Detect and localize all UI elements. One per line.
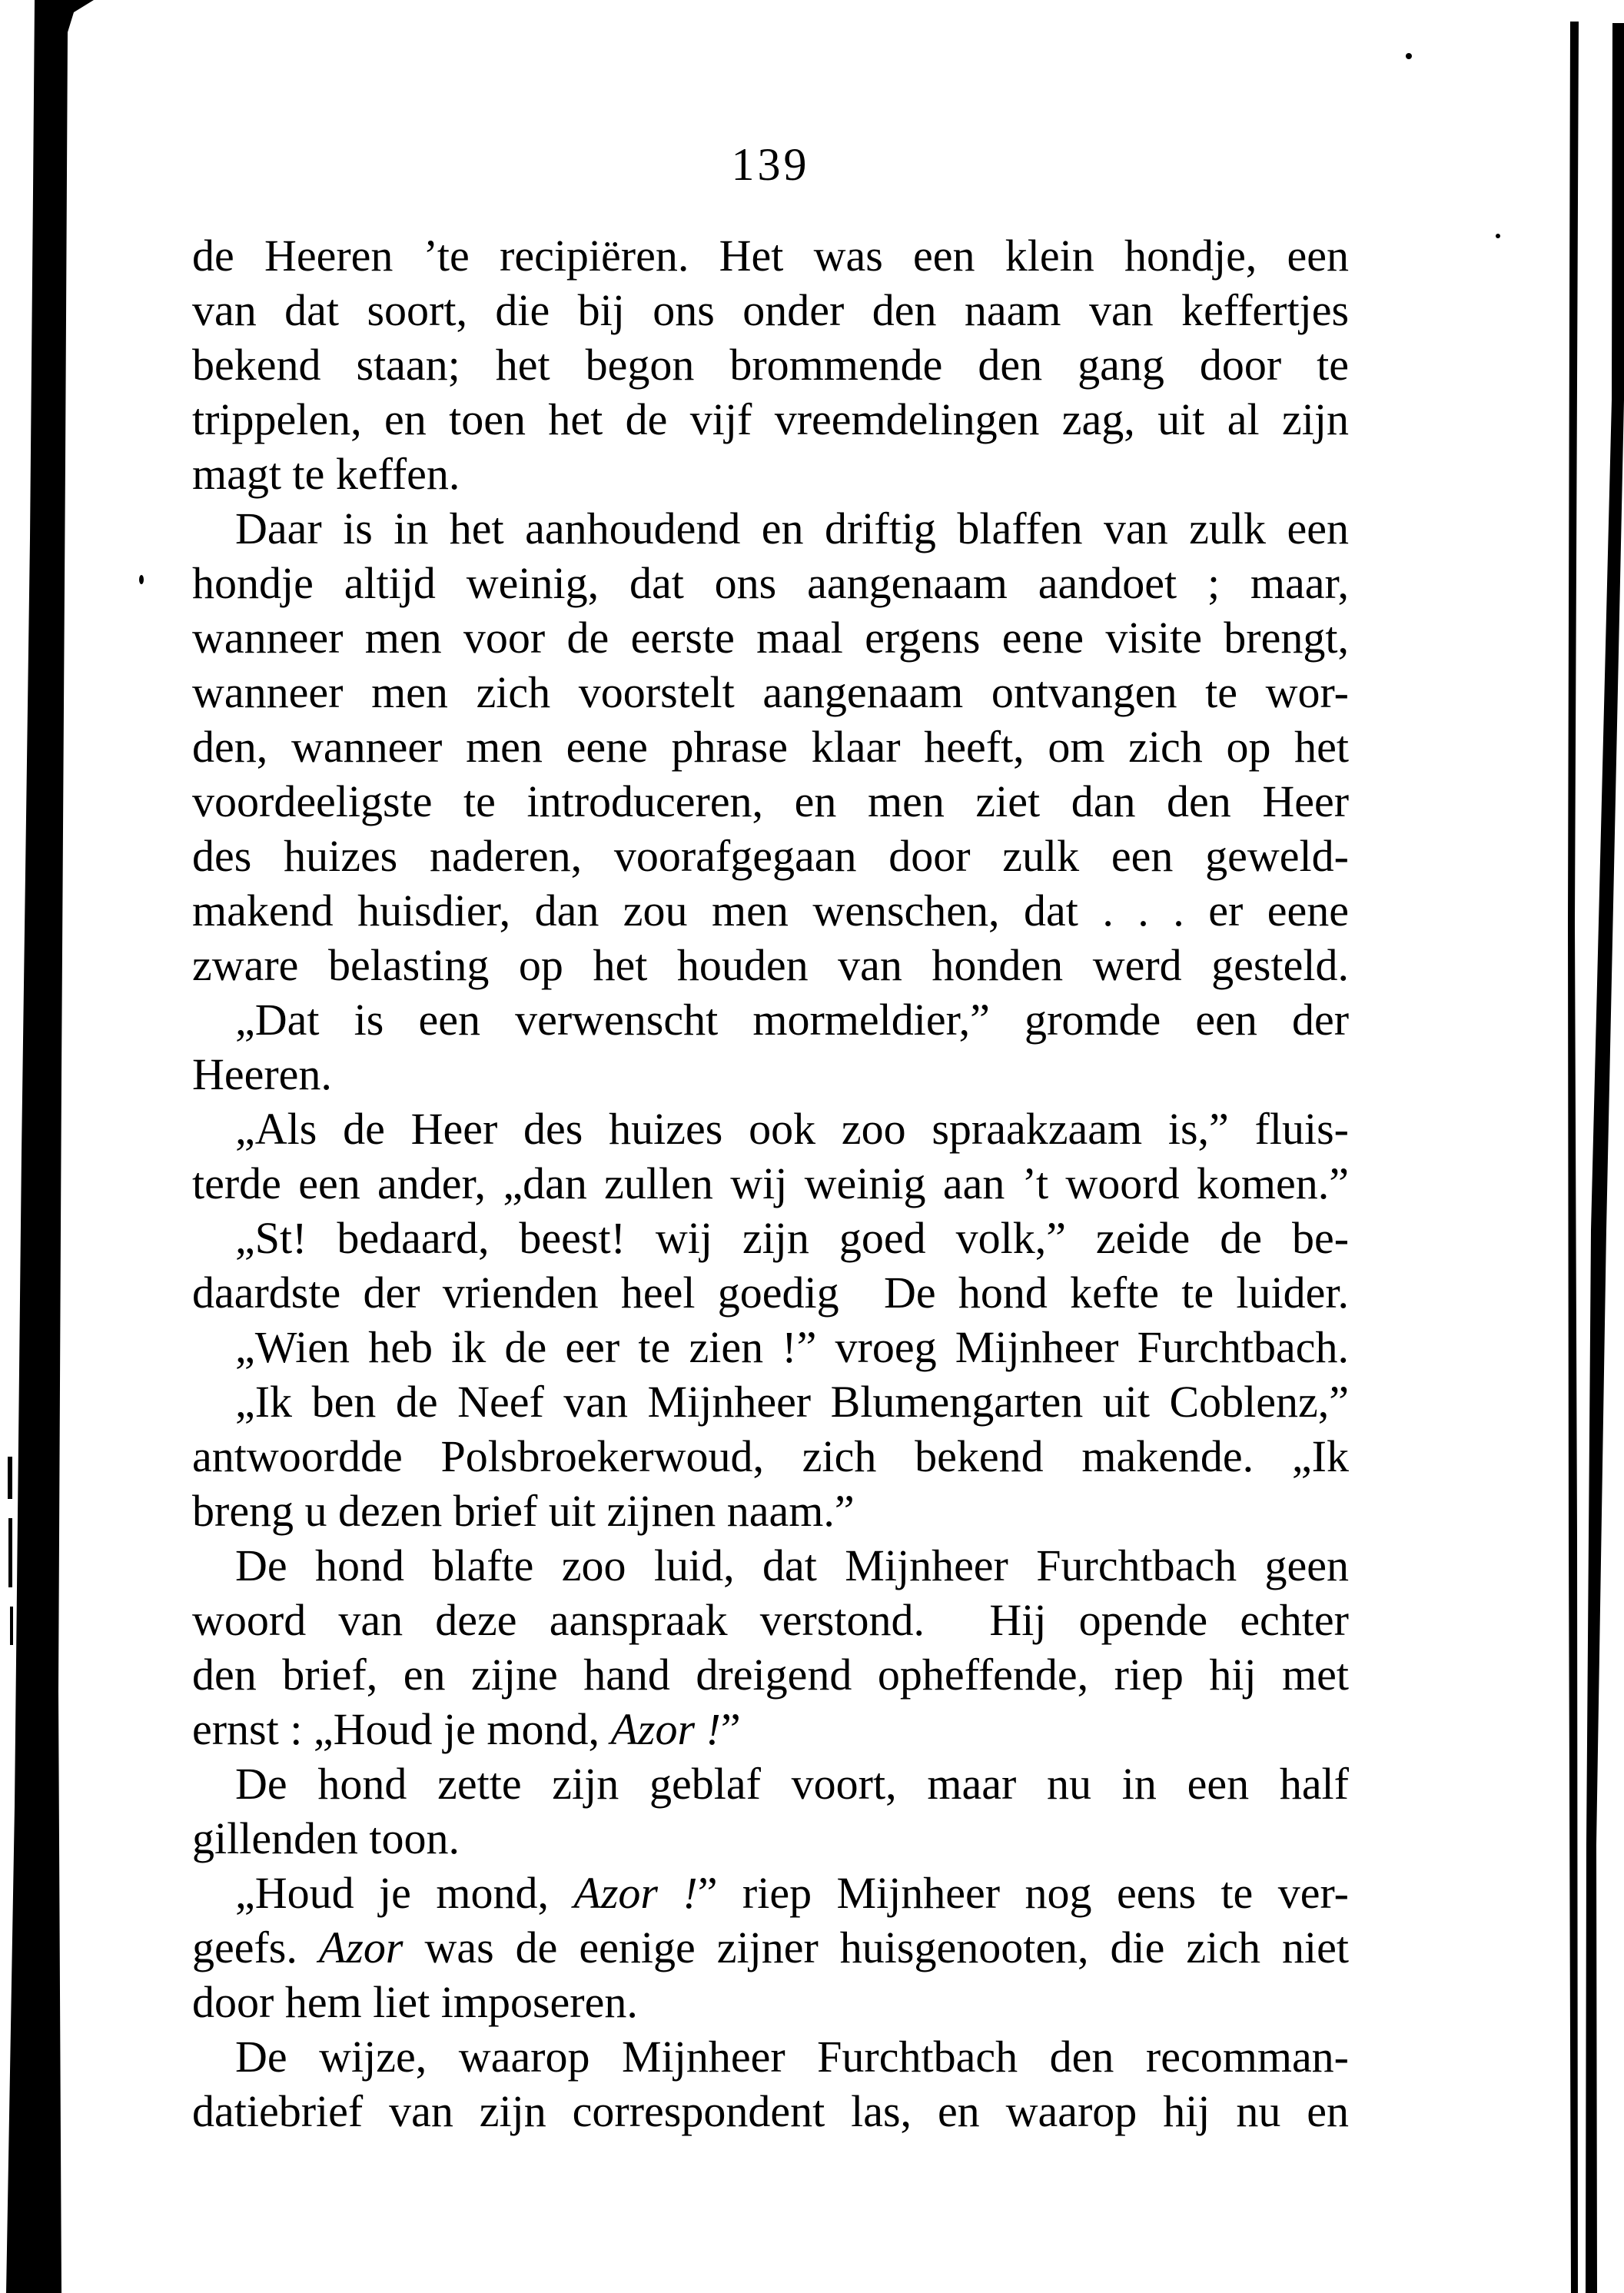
text-line-content: makend huisdier, dan zou men wenschen, dat . . . er eene: [192, 886, 1349, 935]
page-number: 139: [731, 139, 810, 190]
text-line-content: ernst : „Houd je mond, Azor !”: [192, 1704, 741, 1754]
text-line: [192, 1484, 1349, 1538]
left-margin-dash: [10, 1607, 13, 1645]
text-line-content: De hond blafte zoo luid, dat Mijnheer Furchtbach geen: [235, 1540, 1350, 1590]
text-line-content: „St! bedaard, beest! wij zijn goed volk,” zeide de be-: [235, 1213, 1350, 1263]
text-line-content: den, wanneer men eene phrase klaar heeft, om zich op het: [192, 722, 1350, 772]
text-line: [192, 1975, 1349, 2029]
text-line-content: voordeeligste te introduceren, en men ziet dan den Heer: [192, 776, 1350, 826]
text-line-content: trippelen, en toen het de vijf vreemdelingen zag, uit al zijn: [192, 394, 1349, 444]
text-line-content: de Heeren ’te recipiëren. Het was een klein hondje, een: [192, 231, 1350, 281]
text-line-content: van dat soort, die bij ons onder den naam van keffertjes: [192, 285, 1350, 335]
text-line: [192, 1702, 1349, 1756]
text-line: [192, 1756, 1349, 1811]
text-line: [192, 556, 1349, 610]
text-line: [192, 1211, 1349, 1265]
ink-speck: [139, 575, 144, 584]
text-line-content: De hond zette zijn geblaf voort, maar nu in een half: [235, 1759, 1349, 1809]
text-line: [192, 1320, 1349, 1374]
text-line: [192, 665, 1349, 719]
text-block: [192, 228, 1349, 2138]
text-line: [192, 1538, 1349, 1593]
text-line: [192, 1265, 1349, 1320]
text-line-content: De wijze, waarop Mijnheer Furchtbach den recomman-: [235, 2032, 1350, 2082]
text-line-content: zware belasting op het houden van honden werd gesteld.: [192, 940, 1349, 990]
text-line: [192, 719, 1349, 774]
left-margin-dash: [8, 1457, 12, 1499]
text-line-content: „Wien heb ik de eer te zien !” vroeg Mijnheer Furchtbach.: [235, 1322, 1350, 1372]
text-line-content: Heeren.: [192, 1049, 332, 1099]
text-line: [192, 1374, 1349, 1429]
right-page-edge-line-thick: [1586, 23, 1624, 2293]
text-line: [192, 1811, 1349, 1866]
text-line: [192, 992, 1349, 1047]
text-line: [192, 1647, 1349, 1702]
text-line: [192, 1920, 1349, 1975]
text-line: [192, 337, 1349, 392]
text-line: [192, 283, 1349, 337]
text-line: [192, 774, 1349, 829]
text-line-content: daardste der vrienden heel goedig De hond kefte te luider.: [192, 1268, 1349, 1318]
text-line-content: geefs. Azor was de eenige zijner huisgenooten, die zich niet: [192, 1922, 1349, 1972]
text-line-content: breng u dezen brief uit zijnen naam.”: [192, 1486, 855, 1536]
text-line-content: datiebrief van zijn correspondent las, en waarop hij nu en: [192, 2086, 1349, 2136]
text-line: [192, 392, 1349, 447]
text-line: [192, 1593, 1349, 1647]
text-line-content: terde een ander, „dan zullen wij weinig aan ’t woord komen.”: [192, 1158, 1350, 1208]
text-line: [192, 883, 1349, 938]
text-line-content: woord van deze aanspraak verstond. Hij opende echter: [192, 1595, 1349, 1645]
text-line-content: Daar is in het aanhoudend en driftig blaffen van zulk een: [235, 503, 1349, 553]
text-line-content: „Ik ben de Neef van Mijnheer Blumengarten uit Coblenz,”: [235, 1377, 1349, 1427]
text-line-content: des huizes naderen, voorafgegaan door zulk een geweld-: [192, 831, 1349, 881]
left-binding-shadow: [6, 0, 94, 2293]
ink-speck: [1496, 234, 1500, 238]
text-line-content: hondje altijd weinig, dat ons aangenaam aandoet ; maar,: [192, 558, 1350, 608]
text-line: [192, 1047, 1349, 1102]
text-line-content: antwoordde Polsbroekerwoud, zich bekend makende. „Ik: [192, 1431, 1349, 1481]
text-line-content: bekend staan; het begon brommende den gang door te: [192, 340, 1349, 390]
text-line-content: „Dat is een verwenscht mormeldier,” gromde een der: [235, 995, 1350, 1045]
text-line: [192, 501, 1349, 556]
text-line: [192, 447, 1349, 501]
text-line-content: gillenden toon.: [192, 1813, 460, 1863]
text-line: [192, 610, 1349, 665]
ink-speck: [1406, 53, 1412, 59]
text-line-content: den brief, en zijne hand dreigend opheffende, riep hij met: [192, 1650, 1350, 1700]
text-line: [192, 938, 1349, 992]
text-line-content: wanneer men zich voorstelt aangenaam ontvangen te wor-: [192, 667, 1349, 717]
text-line: [192, 228, 1349, 283]
text-line-content: wanneer men voor de eerste maal ergens eene visite brengt,: [192, 613, 1349, 663]
text-line: [192, 1156, 1349, 1211]
text-line: [192, 1102, 1349, 1156]
left-margin-dash: [8, 1518, 12, 1587]
text-line: [192, 2029, 1349, 2084]
text-line: [192, 2084, 1349, 2138]
text-line-content: magt te keffen.: [192, 449, 460, 499]
right-page-edge-line-thin: [1568, 22, 1579, 2293]
text-line: [192, 1429, 1349, 1484]
text-line-content: „Als de Heer des huizes ook zoo spraakzaam is,” fluis-: [235, 1104, 1349, 1154]
text-line: [192, 829, 1349, 883]
text-line: [192, 1866, 1349, 1920]
text-line-content: door hem liet imposeren.: [192, 1977, 638, 2027]
text-line-content: „Houd je mond, Azor !” riep Mijnheer nog eens te ver-: [235, 1868, 1349, 1918]
